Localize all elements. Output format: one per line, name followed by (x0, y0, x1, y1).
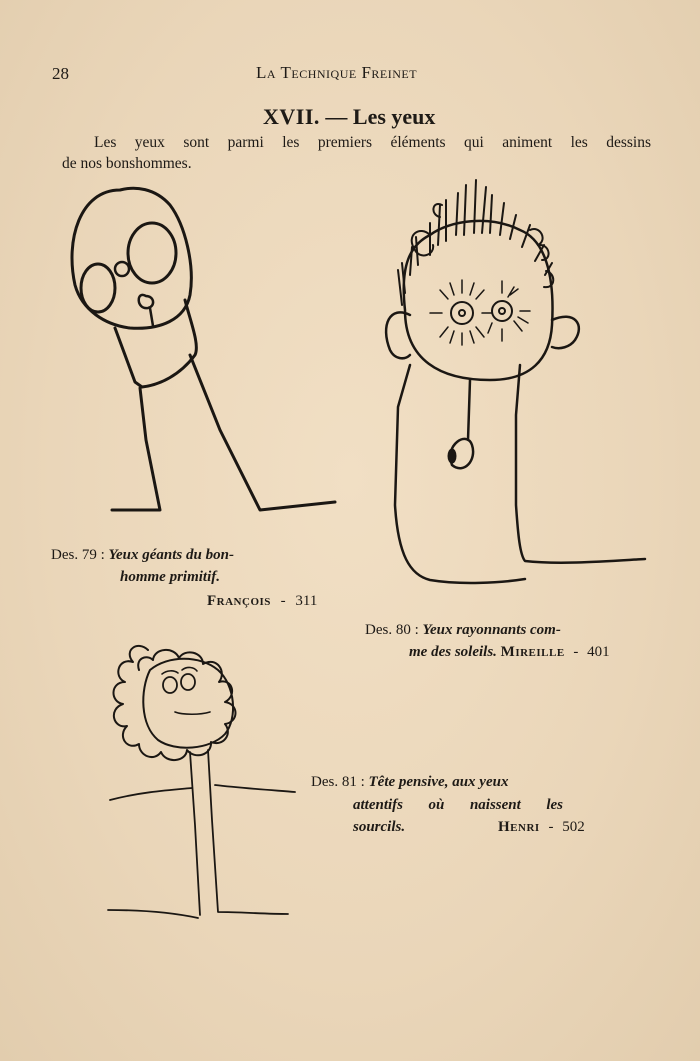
caption-80-sep: - (573, 644, 579, 660)
caption-81-number: 502 (562, 819, 585, 835)
neck-body (115, 300, 196, 387)
caption-80-text-2: me des soleils. (409, 644, 497, 660)
right-eye-rays (488, 281, 530, 341)
left-pupil (459, 310, 465, 316)
caption-79 (51, 544, 234, 566)
left-eye (163, 677, 177, 693)
head-outline (143, 659, 233, 748)
drawing-79-primitive-figure (60, 180, 350, 530)
mouth (175, 712, 210, 714)
caption-79-label: Des. 79 : (51, 547, 105, 563)
caption-81 (311, 771, 508, 793)
curly-hair (113, 646, 235, 760)
big-eye-left (81, 264, 115, 312)
hair-spikes (398, 180, 552, 305)
caption-80-label: Des. 80 : (365, 622, 419, 638)
caption-79-sep: - (280, 593, 286, 609)
caption-81-text-3: sourcils. (353, 819, 406, 835)
section-number: XVII. (263, 104, 320, 129)
section-title (263, 104, 435, 130)
right-eye (492, 301, 512, 321)
ground-left (108, 910, 198, 918)
drawing-80-radiant-eyes-figure (380, 175, 655, 595)
caption-81-sep: - (548, 819, 554, 835)
caption-81-text-2: attentifs où naissent les (353, 797, 563, 813)
caption-79-number: 311 (295, 593, 318, 609)
page-number: 28 (52, 64, 69, 83)
caption-79-text-2: homme primitif. (120, 569, 221, 585)
nose (115, 262, 129, 276)
section-dash: — (325, 104, 348, 129)
eyebrows (162, 667, 197, 674)
caption-81-label: Des. 81 : (311, 774, 365, 790)
right-eye (181, 674, 195, 690)
intro-line-1: Les yeux sont parmi les premiers éléments qui animent les dessins (94, 134, 651, 151)
right-ear (552, 317, 579, 348)
drawing-81-pensive-head-figure (100, 630, 300, 925)
caption-81-credit (498, 816, 585, 838)
body (190, 750, 288, 915)
left-eye-rays (430, 280, 492, 345)
left-leg (112, 388, 160, 510)
body-right (516, 365, 645, 563)
caption-79-credit (207, 590, 317, 612)
running-title: La Technique Freinet (256, 63, 418, 82)
arms (110, 785, 295, 800)
body-left (395, 365, 525, 583)
caption-81-text-1: Tête pensive, aux yeux (368, 774, 509, 790)
caption-79-author: François (207, 593, 271, 609)
caption-80-text-1: Yeux rayonnants com- (422, 622, 561, 638)
right-leg (190, 355, 335, 510)
caption-81-author: Henri (498, 819, 540, 835)
caption-80 (365, 619, 561, 641)
intro-line-2: de nos bonshommes. (62, 155, 192, 172)
caption-80-author: Mireille (500, 644, 565, 660)
caption-79-text-1: Yeux géants du bon- (108, 547, 234, 563)
mouth (139, 295, 153, 326)
big-eye-right (128, 223, 176, 283)
right-pupil (499, 308, 505, 314)
head-outline (404, 221, 553, 380)
navel (448, 449, 456, 463)
section-title-text: Les yeux (352, 104, 436, 129)
caption-80-number: 401 (587, 644, 610, 660)
caption-80-line-2 (409, 641, 610, 663)
left-eye (451, 302, 473, 324)
